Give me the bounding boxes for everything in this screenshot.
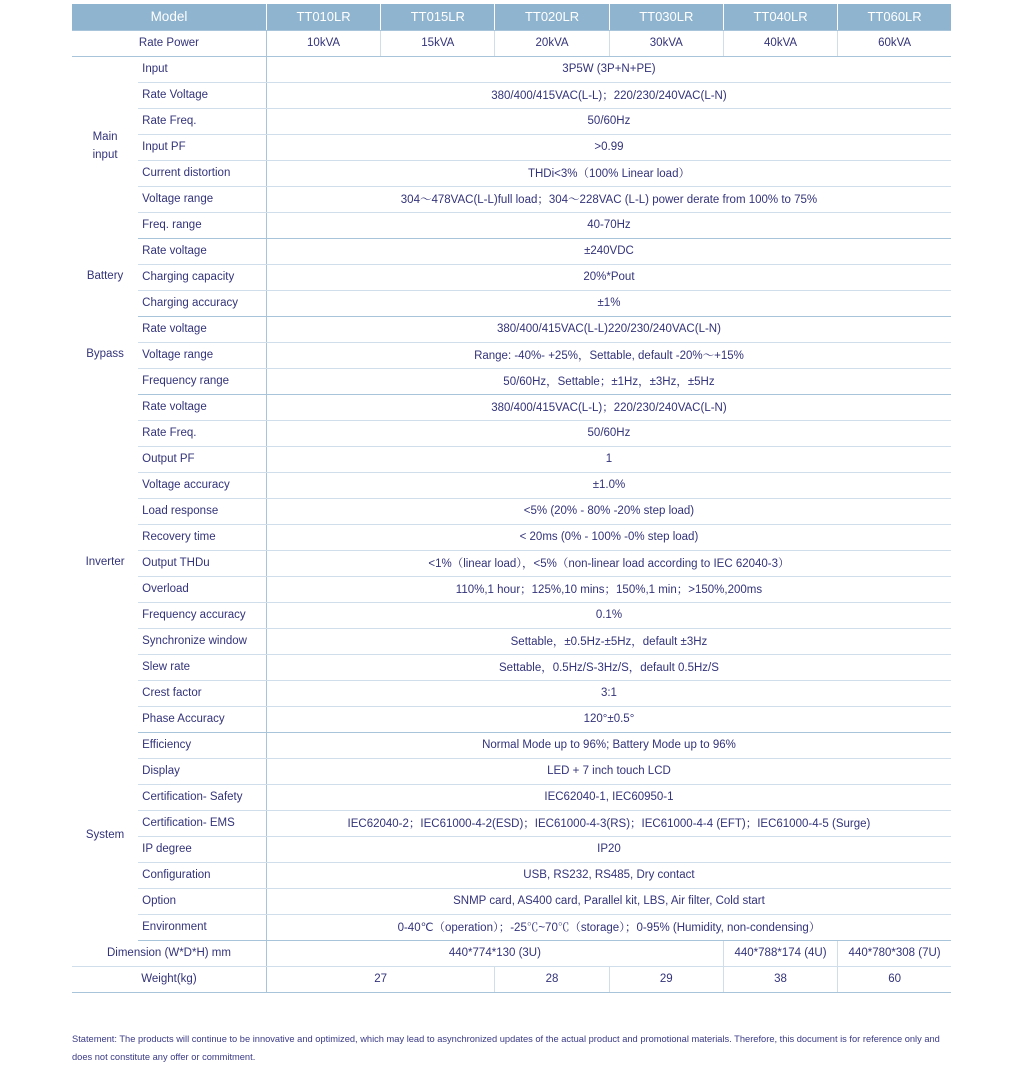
weight-value: 29 — [609, 966, 723, 992]
param-label: Phase Accuracy — [138, 706, 266, 732]
param-label: Rate Freq. — [138, 420, 266, 446]
param-value: ±1% — [266, 290, 951, 316]
param-label: Output PF — [138, 446, 266, 472]
weight-value: 38 — [723, 966, 837, 992]
spec-row — [72, 238, 951, 264]
param-value: 0.1% — [266, 602, 951, 628]
param-value: IEC62040-1, IEC60950-1 — [266, 784, 951, 810]
spec-row — [72, 134, 951, 160]
spec-row — [72, 862, 951, 888]
specification-table — [72, 4, 951, 993]
param-label: Crest factor — [138, 680, 266, 706]
param-label: Voltage range — [138, 342, 266, 368]
param-label: Charging accuracy — [138, 290, 266, 316]
group-label-battery: Battery — [86, 270, 124, 283]
group-label-line: Main — [92, 131, 118, 144]
dimension-value: 440*780*308 (7U) — [838, 940, 951, 966]
header-cell-model-tt010lr: TT010LR — [266, 4, 380, 30]
group-label-main — [72, 56, 138, 238]
rate-power-value: 15kVA — [381, 30, 495, 56]
group-label-bypass: Bypass — [86, 348, 124, 361]
statement-footer: Statement: The products will continue to be innovative and optimized, which may lead to asynchronized updates of the actual product and promotional materials. Therefore, this document is for reference only and does not constitute any offer or commitment. — [72, 1034, 940, 1063]
param-label: Frequency accuracy — [138, 602, 266, 628]
param-label: Synchronize window — [138, 628, 266, 654]
header-cell-model-tt030lr: TT030LR — [609, 4, 723, 30]
param-value: 1 — [266, 446, 951, 472]
spec-row — [72, 342, 951, 368]
spec-row — [72, 914, 951, 940]
param-label: Input PF — [138, 134, 266, 160]
spec-row — [72, 368, 951, 394]
spec-row — [72, 732, 951, 758]
param-label: Rate voltage — [138, 394, 266, 420]
param-label: Configuration — [138, 862, 266, 888]
spec-row — [72, 472, 951, 498]
header-cell-model: Model — [72, 4, 266, 30]
param-value: < 20ms (0% - 100% -0% step load) — [266, 524, 951, 550]
param-label: Rate Freq. — [138, 108, 266, 134]
spec-row — [72, 160, 951, 186]
param-value: 120°±0.5° — [266, 706, 951, 732]
spec-row — [72, 550, 951, 576]
param-value: SNMP card, AS400 card, Parallel kit, LBS, Air filter, Cold start — [266, 888, 951, 914]
dimension-value: 440*774*130 (3U) — [266, 940, 723, 966]
rate-power-label: Rate Power — [72, 30, 266, 56]
header-cell-model-tt015lr: TT015LR — [381, 4, 495, 30]
param-value: 20%*Pout — [266, 264, 951, 290]
spec-row — [72, 498, 951, 524]
param-label: Recovery time — [138, 524, 266, 550]
param-value: 110%,1 hour；125%,10 mins；150%,1 min；>150%,200ms — [266, 576, 951, 602]
spec-row — [72, 108, 951, 134]
param-label: Input — [138, 56, 266, 82]
header-cell-model-tt020lr: TT020LR — [495, 4, 609, 30]
param-value: USB, RS232, RS485, Dry contact — [266, 862, 951, 888]
spec-row — [72, 290, 951, 316]
spec-row — [72, 628, 951, 654]
group-label-line: input — [92, 149, 118, 162]
param-value: <1%（linear load），<5%（non-linear load according to IEC 62040-3） — [266, 550, 951, 576]
param-value: ±1.0% — [266, 472, 951, 498]
param-value: IEC62040-2；IEC61000-4-2(ESD)；IEC61000-4-3(RS)；IEC61000-4-4 (EFT)；IEC61000-4-5 (Surge) — [266, 810, 951, 836]
weight-label: Weight(kg) — [72, 966, 266, 992]
param-label: Certification- Safety — [138, 784, 266, 810]
param-value: <5% (20% - 80% -20% step load) — [266, 498, 951, 524]
param-label: Option — [138, 888, 266, 914]
spec-row — [72, 56, 951, 82]
param-label: Environment — [138, 914, 266, 940]
param-value: 380/400/415VAC(L-L)；220/230/240VAC(L-N) — [266, 394, 951, 420]
rate-power-value: 60kVA — [838, 30, 951, 56]
spec-row — [72, 602, 951, 628]
param-label: Frequency range — [138, 368, 266, 394]
param-label: Current distortion — [138, 160, 266, 186]
spec-row — [72, 706, 951, 732]
param-label: Slew rate — [138, 654, 266, 680]
param-value: Range: -40%- +25%，Settable, default -20%～+15% — [266, 342, 951, 368]
param-value: 380/400/415VAC(L-L)220/230/240VAC(L-N) — [266, 316, 951, 342]
spec-row — [72, 758, 951, 784]
rate-power-row — [72, 30, 951, 56]
param-value: ±240VDC — [266, 238, 951, 264]
param-label: Rate Voltage — [138, 82, 266, 108]
param-label: IP degree — [138, 836, 266, 862]
group-label-inverter: Inverter — [85, 556, 125, 569]
param-value: 3P5W (3P+N+PE) — [266, 56, 951, 82]
param-label: Rate voltage — [138, 316, 266, 342]
param-label: Certification- EMS — [138, 810, 266, 836]
spec-row — [72, 186, 951, 212]
rate-power-value: 40kVA — [723, 30, 837, 56]
dimension-value: 440*788*174 (4U) — [723, 940, 837, 966]
spec-row — [72, 888, 951, 914]
spec-row — [72, 446, 951, 472]
param-value: >0.99 — [266, 134, 951, 160]
spec-row — [72, 810, 951, 836]
spec-row — [72, 264, 951, 290]
spec-row — [72, 82, 951, 108]
weight-row — [72, 966, 951, 992]
param-value: IP20 — [266, 836, 951, 862]
param-value: 380/400/415VAC(L-L)；220/230/240VAC(L-N) — [266, 82, 951, 108]
rate-power-value: 10kVA — [266, 30, 380, 56]
header-cell-model-tt040lr: TT040LR — [723, 4, 837, 30]
param-label: Load response — [138, 498, 266, 524]
weight-value: 27 — [266, 966, 495, 992]
param-value: 50/60Hz — [266, 108, 951, 134]
spec-row — [72, 420, 951, 446]
rate-power-value: 20kVA — [495, 30, 609, 56]
param-value: 40-70Hz — [266, 212, 951, 238]
spec-row — [72, 524, 951, 550]
param-value: Settable，0.5Hz/S-3Hz/S，default 0.5Hz/S — [266, 654, 951, 680]
weight-value: 60 — [838, 966, 951, 992]
param-label: Efficiency — [138, 732, 266, 758]
group-label-system: System — [85, 829, 125, 842]
param-value: 50/60Hz — [266, 420, 951, 446]
spec-row — [72, 784, 951, 810]
spec-row — [72, 836, 951, 862]
param-label: Overload — [138, 576, 266, 602]
rate-power-value: 30kVA — [609, 30, 723, 56]
param-value: Settable，±0.5Hz-±5Hz，default ±3Hz — [266, 628, 951, 654]
param-label: Charging capacity — [138, 264, 266, 290]
param-label: Voltage range — [138, 186, 266, 212]
param-label: Output THDu — [138, 550, 266, 576]
param-label: Voltage accuracy — [138, 472, 266, 498]
param-label: Rate voltage — [138, 238, 266, 264]
spec-row — [72, 212, 951, 238]
weight-value: 28 — [495, 966, 609, 992]
spec-row — [72, 680, 951, 706]
param-value: Normal Mode up to 96%; Battery Mode up to 96% — [266, 732, 951, 758]
spec-row — [72, 394, 951, 420]
dimension-label: Dimension (W*D*H) mm — [72, 940, 266, 966]
param-value: 0-40℃（operation）；-25℃~70℃（storage）；0-95% (Humidity, non-condensing） — [266, 914, 951, 940]
param-value: 3:1 — [266, 680, 951, 706]
param-value: 50/60Hz，Settable；±1Hz，±3Hz，±5Hz — [266, 368, 951, 394]
spec-row — [72, 316, 951, 342]
spec-row — [72, 654, 951, 680]
param-value: THDi<3%（100% Linear load） — [266, 160, 951, 186]
table-header-row — [72, 4, 951, 30]
param-label: Freq. range — [138, 212, 266, 238]
dimension-row — [72, 940, 951, 966]
param-label: Display — [138, 758, 266, 784]
spec-row — [72, 576, 951, 602]
param-value: LED + 7 inch touch LCD — [266, 758, 951, 784]
header-cell-model-tt060lr: TT060LR — [838, 4, 951, 30]
param-value: 304～478VAC(L-L)full load；304～228VAC (L-L) power derate from 100% to 75% — [266, 186, 951, 212]
